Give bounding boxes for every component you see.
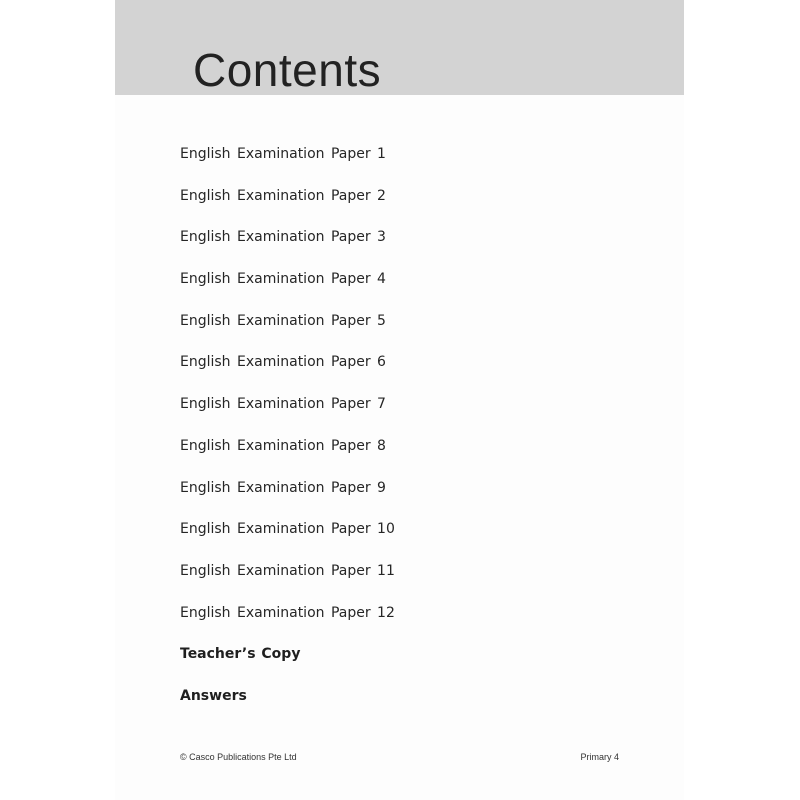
document-page	[115, 0, 684, 800]
contents-item[interactable]: English Examination Paper 7	[180, 396, 386, 413]
contents-item-answers[interactable]: Answers	[180, 687, 247, 704]
contents-item[interactable]: English Examination Paper 6	[180, 354, 386, 371]
contents-item[interactable]: English Examination Paper 10	[180, 521, 395, 538]
contents-item[interactable]: English Examination Paper 2	[180, 187, 386, 204]
contents-item[interactable]: English Examination Paper 8	[180, 437, 386, 454]
contents-item[interactable]: English Examination Paper 3	[180, 229, 386, 246]
contents-list	[180, 143, 395, 727]
contents-item[interactable]: English Examination Paper 4	[180, 271, 386, 288]
contents-item[interactable]: English Examination Paper 11	[180, 562, 395, 579]
contents-item-teachers-copy[interactable]: Teacher’s Copy	[180, 646, 301, 663]
contents-item[interactable]: English Examination Paper 1	[180, 146, 386, 162]
footer-level: Primary 4	[580, 752, 619, 762]
contents-item[interactable]: English Examination Paper 5	[180, 312, 386, 329]
page-title: Contents	[193, 44, 382, 96]
footer-copyright: © Casco Publications Pte Ltd	[180, 752, 297, 762]
contents-item[interactable]: English Examination Paper 12	[180, 604, 395, 621]
contents-item[interactable]: English Examination Paper 9	[180, 479, 386, 496]
